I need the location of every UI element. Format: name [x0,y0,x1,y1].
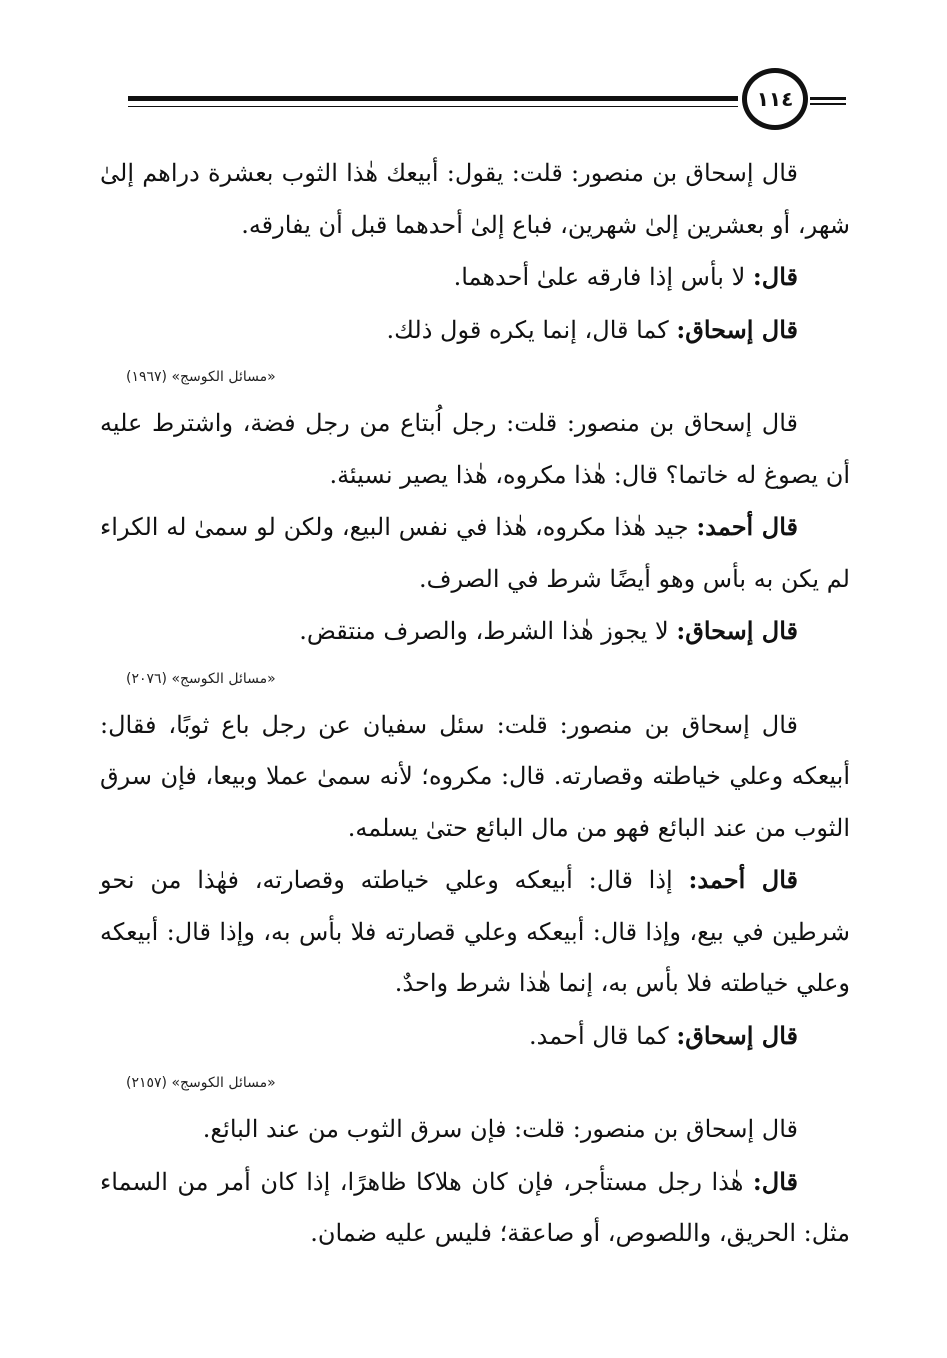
answer-text: لا بأس إذا فارقه علىٰ أحدهما. [453,263,753,291]
speaker-label: قال إسحاق: [676,616,798,645]
source-reference [100,356,850,398]
source-reference-text: «مسائل الكوسج» (٢٠٧٦) [126,670,276,687]
answer-text: لا يجوز هٰذا الشرط، والصرف منتقض. [299,617,677,645]
speaker-label: قال إسحاق: [676,314,798,344]
page-body [100,148,850,1260]
source-reference [100,658,850,700]
page-header [120,60,855,145]
speaker-label: قال: [752,262,798,291]
source-reference-text: «مسائل الكوسج» (١٩٦٧) [126,369,276,385]
header-rule-thick [128,96,738,101]
question-paragraph: قال إسحاق بن منصور: قلت: فإن سرق الثوب من عند البائع. [202,1115,798,1143]
speaker-label: قال: [752,1166,798,1196]
page-number-badge [742,68,808,130]
header-rule-thin [128,106,738,107]
header-rule-right [810,97,846,100]
answer-paragraph [100,1010,850,1063]
answer-text: هٰذا رجل مستأجر، فإن كان هلاكا ظاهرًا، إذا كان أمر من السماء مثل: الحريق، واللصوص، أو صاعقة؛ فليس عليه ضمان. [100,1167,850,1247]
question-paragraph: قال إسحاق بن منصور: قلت: سئل سفيان عن رجل باع ثوبًا، فقال: أبيعكه وعلي خياطته وقصارته. قال: مكروه؛ لأنه سمىٰ عملا وبيعا، فإن سرق الثوب من عند البائع فهو من مال البائع حتىٰ يسلمه. [100,710,850,842]
header-rule-right-thin [810,103,846,105]
speaker-label: قال إسحاق: [676,1020,798,1050]
answer-text: إذا قال: أبيعكه وعلي خياطته وقصارته، فهٰذا من نحو شرطين في بيع، وإذا قال: أبيعكه وعلي قصارته فلا بأس به، وإذا قال: أبيعكه وعلي خياطته فلا بأس به، إنما هٰذا شرط واحدٌ. [100,866,850,997]
answer-paragraph [100,501,850,605]
source-reference-text: «مسائل الكوسج» (٢١٥٧) [126,1075,276,1091]
speaker-label: قال أحمد: [688,865,798,894]
answer-paragraph [100,251,850,304]
answer-paragraph [100,854,850,1010]
answer-paragraph [100,1156,850,1260]
page-number: ١١٤ [756,87,794,111]
question-paragraph: قال إسحاق بن منصور: قلت: يقول: أبيعك هٰذا الثوب بعشرة دراهم إلىٰ شهر، أو بعشرين إلىٰ شهرين، فباع إلىٰ أحدهما قبل أن يفارقه. [100,159,850,239]
speaker-label: قال أحمد: [696,512,798,541]
answer-text: كما قال أحمد. [529,1021,677,1050]
answer-paragraph [100,605,850,658]
answer-text: جيد هٰذا مكروه، هٰذا في نفس البيع، ولكن لو سمىٰ له الكراء لم يكن به بأس وهو أيضًا شرط في الصرف. [100,513,850,593]
source-reference [100,1062,850,1104]
question-paragraph: قال إسحاق بن منصور: قلت: رجل اُبتاع من رجل فضة، واشترط عليه أن يصوغ له خاتما؟ قال: هٰذا مكروه، هٰذا يصير نسيئة. [100,409,850,489]
answer-paragraph [100,304,850,357]
answer-text: كما قال، إنما يكره قول ذلك. [386,315,677,344]
